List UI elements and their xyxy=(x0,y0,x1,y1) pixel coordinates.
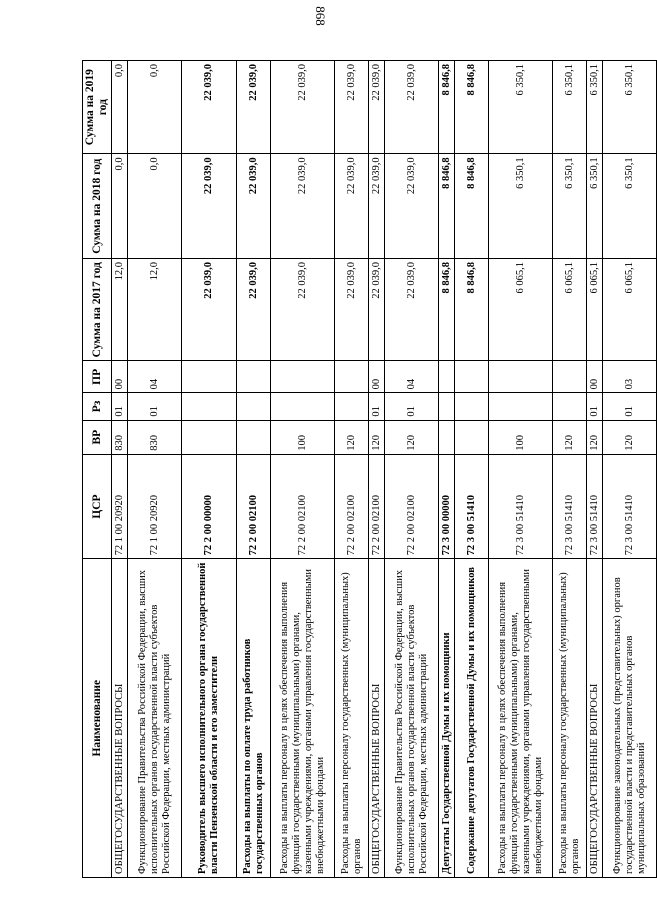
row-csr: 72 2 00 02100 xyxy=(237,454,271,559)
row-rz: 01 xyxy=(369,393,385,420)
row-sum-2017: 8 846,8 xyxy=(455,259,489,361)
row-sum-2018: 22 039,0 xyxy=(335,154,369,259)
row-sum-2018: 22 039,0 xyxy=(369,154,385,259)
row-sum-2018: 8 846,8 xyxy=(455,154,489,259)
rotated-table-container xyxy=(82,60,647,878)
row-csr: 72 2 00 00000 xyxy=(182,454,237,559)
row-pr: 00 xyxy=(369,361,385,393)
table-row xyxy=(385,61,439,878)
row-sum-2019: 22 039,0 xyxy=(182,61,237,154)
row-rz: 01 xyxy=(112,393,128,420)
row-csr: 72 2 00 02100 xyxy=(271,454,335,559)
row-vr xyxy=(182,420,237,454)
row-sum-2017: 22 039,0 xyxy=(385,259,439,361)
row-pr xyxy=(237,361,271,393)
row-csr: 72 2 00 02100 xyxy=(385,454,439,559)
row-sum-2018: 6 350,1 xyxy=(489,154,553,259)
row-pr xyxy=(439,361,455,393)
row-sum-2017: 6 065,1 xyxy=(489,259,553,361)
row-vr: 830 xyxy=(128,420,182,454)
row-rz xyxy=(271,393,335,420)
header-sum-2019: Сумма на 2019 год xyxy=(83,61,112,154)
table-row xyxy=(439,61,455,878)
row-name: Руководитель высшего исполнительного органа государственной власти Пензенской области и его заместители xyxy=(182,559,237,878)
row-sum-2018: 22 039,0 xyxy=(237,154,271,259)
row-sum-2017: 22 039,0 xyxy=(237,259,271,361)
row-rz xyxy=(335,393,369,420)
row-rz xyxy=(182,393,237,420)
row-name: Функционирование законодательных (представительных) органов государственной власти и представительных органов муниципальных образований xyxy=(603,559,657,878)
row-name: Депутаты Государственной Думы и их помощники xyxy=(439,559,455,878)
table-row xyxy=(112,61,128,878)
row-rz xyxy=(237,393,271,420)
table-row xyxy=(489,61,553,878)
row-sum-2019: 6 350,1 xyxy=(587,61,603,154)
table-row xyxy=(182,61,237,878)
row-sum-2018: 6 350,1 xyxy=(587,154,603,259)
row-name: Расходы на выплаты персоналу государственных (муниципальных) органов xyxy=(335,559,369,878)
row-sum-2018: 22 039,0 xyxy=(271,154,335,259)
row-name: Расходы на выплаты по оплате труда работников государственных органов xyxy=(237,559,271,878)
row-vr: 120 xyxy=(553,420,587,454)
row-name: ОБЩЕГОСУДАРСТВЕННЫЕ ВОПРОСЫ xyxy=(369,559,385,878)
header-sum-2018: Сумма на 2018 год xyxy=(83,154,112,259)
row-name: Функционирование Правительства Российской Федерации, высших исполнительных органов государственной власти субъектов Российской Федерации, местных администраций xyxy=(385,559,439,878)
row-pr: 04 xyxy=(128,361,182,393)
table-row xyxy=(603,61,657,878)
row-rz: 01 xyxy=(603,393,657,420)
row-csr: 72 2 00 02100 xyxy=(369,454,385,559)
row-sum-2019: 6 350,1 xyxy=(603,61,657,154)
row-vr: 120 xyxy=(335,420,369,454)
row-sum-2019: 22 039,0 xyxy=(385,61,439,154)
row-csr: 72 1 00 20920 xyxy=(128,454,182,559)
row-vr: 120 xyxy=(603,420,657,454)
row-name: Функционирование Правительства Российской Федерации, высших исполнительных органов государственной власти субъектов Российской Федерации, местных администраций xyxy=(128,559,182,878)
row-name: Содержание депутатов Государственной Думы и их помощников xyxy=(455,559,489,878)
row-pr: 04 xyxy=(385,361,439,393)
row-sum-2019: 0,0 xyxy=(112,61,128,154)
row-pr: 03 xyxy=(603,361,657,393)
header-vr: ВР xyxy=(83,420,112,454)
header-pr: ПР xyxy=(83,361,112,393)
row-sum-2019: 22 039,0 xyxy=(369,61,385,154)
row-sum-2019: 6 350,1 xyxy=(553,61,587,154)
row-rz xyxy=(455,393,489,420)
row-csr: 72 3 00 51410 xyxy=(603,454,657,559)
row-csr: 72 3 00 00000 xyxy=(439,454,455,559)
row-sum-2019: 22 039,0 xyxy=(237,61,271,154)
page-number: 868 xyxy=(313,6,328,26)
row-sum-2017: 6 065,1 xyxy=(587,259,603,361)
row-sum-2017: 22 039,0 xyxy=(271,259,335,361)
header-rz: Рз xyxy=(83,393,112,420)
row-sum-2018: 0,0 xyxy=(128,154,182,259)
row-rz: 01 xyxy=(128,393,182,420)
row-csr: 72 3 00 51410 xyxy=(455,454,489,559)
row-vr xyxy=(455,420,489,454)
row-name: Расходы на выплаты персоналу государственных (муниципальных) органов xyxy=(553,559,587,878)
row-sum-2018: 0,0 xyxy=(112,154,128,259)
table-row xyxy=(553,61,587,878)
row-vr: 830 xyxy=(112,420,128,454)
row-sum-2019: 22 039,0 xyxy=(335,61,369,154)
header-name: Наименование xyxy=(83,559,112,878)
row-rz xyxy=(553,393,587,420)
row-sum-2017: 22 039,0 xyxy=(335,259,369,361)
table-row xyxy=(369,61,385,878)
table-row xyxy=(128,61,182,878)
row-csr: 72 3 00 51410 xyxy=(587,454,603,559)
row-rz xyxy=(489,393,553,420)
row-sum-2019: 8 846,8 xyxy=(455,61,489,154)
row-sum-2017: 22 039,0 xyxy=(182,259,237,361)
row-pr xyxy=(271,361,335,393)
table-row xyxy=(271,61,335,878)
row-vr xyxy=(237,420,271,454)
row-pr xyxy=(553,361,587,393)
row-sum-2018: 22 039,0 xyxy=(385,154,439,259)
row-sum-2019: 6 350,1 xyxy=(489,61,553,154)
row-sum-2017: 6 065,1 xyxy=(603,259,657,361)
row-pr xyxy=(489,361,553,393)
row-sum-2018: 6 350,1 xyxy=(553,154,587,259)
row-sum-2017: 8 846,8 xyxy=(439,259,455,361)
row-pr xyxy=(455,361,489,393)
table-row xyxy=(335,61,369,878)
row-csr: 72 1 00 20920 xyxy=(112,454,128,559)
row-sum-2018: 6 350,1 xyxy=(603,154,657,259)
header-sum-2017: Сумма на 2017 год xyxy=(83,259,112,361)
budget-table xyxy=(82,60,657,878)
table-row xyxy=(587,61,603,878)
row-sum-2019: 0,0 xyxy=(128,61,182,154)
row-vr: 100 xyxy=(489,420,553,454)
row-name: Расходы на выплаты персоналу в целях обеспечения выполнения функций государственными (муниципальными) органами, казенными учреждениями, органами управления государственными внебюджетными фондами xyxy=(271,559,335,878)
table-header-row xyxy=(83,61,112,878)
row-csr: 72 2 00 02100 xyxy=(335,454,369,559)
row-sum-2017: 12,0 xyxy=(112,259,128,361)
row-vr: 120 xyxy=(385,420,439,454)
row-vr: 120 xyxy=(369,420,385,454)
row-csr: 72 3 00 51410 xyxy=(553,454,587,559)
row-sum-2018: 8 846,8 xyxy=(439,154,455,259)
row-vr: 120 xyxy=(587,420,603,454)
row-sum-2017: 22 039,0 xyxy=(369,259,385,361)
row-sum-2017: 6 065,1 xyxy=(553,259,587,361)
row-pr: 00 xyxy=(112,361,128,393)
row-sum-2017: 12,0 xyxy=(128,259,182,361)
row-pr xyxy=(335,361,369,393)
row-rz: 01 xyxy=(587,393,603,420)
row-pr xyxy=(182,361,237,393)
row-csr: 72 3 00 51410 xyxy=(489,454,553,559)
row-rz xyxy=(439,393,455,420)
row-sum-2019: 8 846,8 xyxy=(439,61,455,154)
row-sum-2018: 22 039,0 xyxy=(182,154,237,259)
row-sum-2019: 22 039,0 xyxy=(271,61,335,154)
row-name: ОБЩЕГОСУДАРСТВЕННЫЕ ВОПРОСЫ xyxy=(112,559,128,878)
row-vr: 100 xyxy=(271,420,335,454)
row-rz: 01 xyxy=(385,393,439,420)
table-row xyxy=(455,61,489,878)
row-name: Расходы на выплаты персоналу в целях обеспечения выполнения функций государственными (муниципальными) органами, казенными учреждениями, органами управления государственными внебюджетными фондами xyxy=(489,559,553,878)
row-pr: 00 xyxy=(587,361,603,393)
table-row xyxy=(237,61,271,878)
header-csr: ЦСР xyxy=(83,454,112,559)
row-vr xyxy=(439,420,455,454)
row-name: ОБЩЕГОСУДАРСТВЕННЫЕ ВОПРОСЫ xyxy=(587,559,603,878)
